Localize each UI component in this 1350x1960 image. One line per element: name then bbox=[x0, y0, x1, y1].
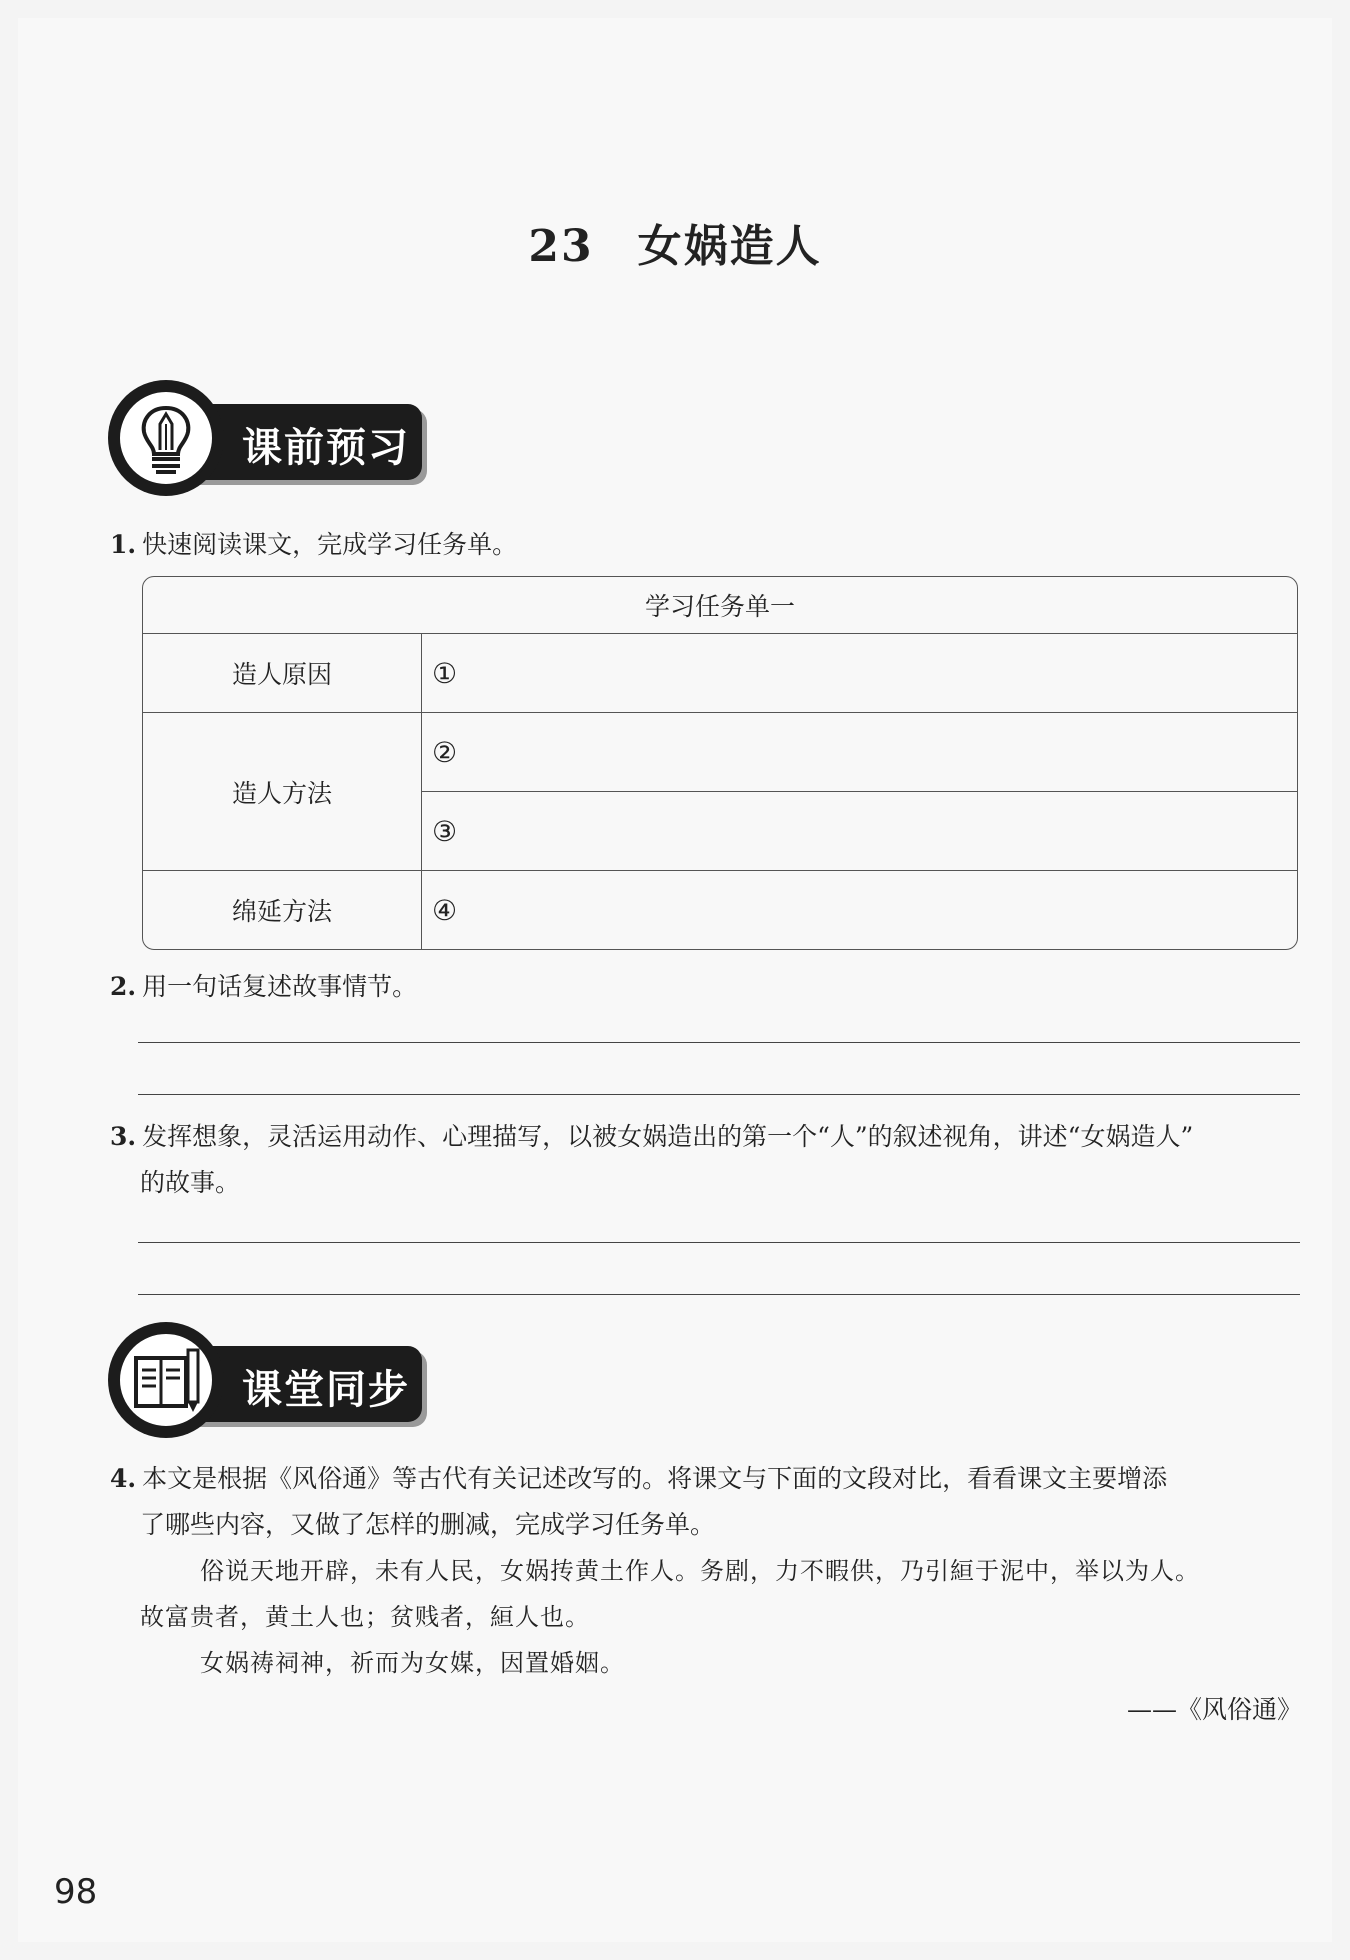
answer-line[interactable] bbox=[138, 1042, 1300, 1043]
answer-cell-1[interactable]: ① bbox=[422, 633, 1297, 712]
classical-passage: 俗说天地开辟，未有人民，女娲抟黄土作人。务剧，力不暇供，乃引絙于泥中，举以为人。 故富贵者，黄土人也；贫贱者，絙人也。 女娲祷祠神，祈而为女媒，因置婚姻。 bbox=[140, 1557, 1200, 1677]
lesson-number: 23 bbox=[528, 221, 594, 272]
question-2: 2. 用一句话复述故事情节。 bbox=[110, 972, 418, 1001]
answer-cell-4[interactable]: ④ bbox=[422, 870, 1297, 949]
book-pencil-icon bbox=[132, 1344, 202, 1416]
question-4: 4. 本文是根据《风俗通》等古代有关记述改写的。将课文与下面的文段对比，看看课文主要增添 了哪些内容，又做了怎样的删减，完成学习任务单。 bbox=[110, 1464, 1168, 1539]
section-title-classroom: 课堂同步 bbox=[242, 1367, 410, 1413]
question-3: 3. 发挥想象，灵活运用动作、心理描写，以被女娲造出的第一个“人”的叙述视角，讲述“女娲造人” 的故事。 bbox=[110, 1122, 1194, 1197]
task-table-title: 学习任务单一 bbox=[644, 592, 795, 621]
answer-line[interactable] bbox=[138, 1094, 1300, 1095]
page-number: 98 bbox=[54, 1872, 98, 1912]
lesson-name: 女娲造人 bbox=[637, 221, 822, 272]
section-header-preview bbox=[108, 380, 428, 504]
section-title-preview: 课前预习 bbox=[242, 425, 410, 471]
section-header-classroom bbox=[108, 1322, 428, 1446]
lesson-title bbox=[0, 210, 1350, 274]
answer-cell-2[interactable]: ② bbox=[422, 712, 1297, 791]
lightbulb-pencil-icon bbox=[132, 402, 200, 474]
row-label: 绵延方法 bbox=[143, 870, 422, 949]
row-label: 造人方法 bbox=[143, 712, 422, 870]
answer-cell-3[interactable]: ③ bbox=[422, 791, 1297, 870]
answer-line[interactable] bbox=[138, 1242, 1300, 1243]
passage-source: ——《风俗通》 bbox=[1126, 1695, 1302, 1724]
task-table bbox=[142, 576, 1298, 950]
question-1: 1. 快速阅读课文，完成学习任务单。 bbox=[110, 530, 518, 559]
row-label: 造人原因 bbox=[143, 633, 422, 712]
answer-line[interactable] bbox=[138, 1294, 1300, 1295]
